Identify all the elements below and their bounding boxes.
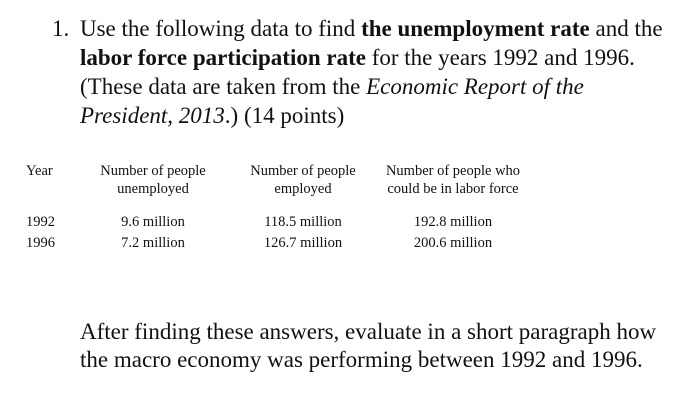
header-unemployed [78, 162, 228, 198]
cell-year: 1992 [26, 214, 55, 230]
cell-unemployed: 7.2 million [121, 235, 185, 251]
question-italic-source: Economic Report of the President, 2013 [80, 74, 584, 128]
question-text-part-2: and the [589, 16, 663, 41]
followup-paragraph: After finding these answers, evaluate in a short paragraph how the macro economy was performing between 1992 and 1996. [80, 319, 657, 372]
header-unemployed-label: Number of people unemployed [100, 163, 206, 197]
header-employed [228, 162, 378, 198]
cell-year: 1996 [26, 235, 55, 251]
cell-labor-force: 192.8 million [413, 214, 493, 230]
data-table [26, 162, 528, 252]
question-text-part-4: .) (14 points) [224, 103, 345, 128]
question-bold-unemployment-rate: the unemployment rate [361, 16, 590, 41]
table-header-row [26, 162, 528, 198]
question-block [52, 14, 672, 130]
header-employed-label: Number of people employed [250, 163, 356, 197]
header-labor-force-label: Number of people who could be in labor force [385, 163, 521, 197]
header-labor-force [378, 162, 528, 198]
header-year: Year [26, 163, 53, 179]
question-number: 1. [52, 16, 70, 41]
table-row [26, 231, 528, 252]
question-text [80, 14, 672, 130]
table-row [26, 198, 528, 231]
question-bold-participation-rate: labor force participation rate [80, 45, 366, 70]
cell-employed: 118.5 million [264, 214, 342, 230]
question-text-part-1: Use the following data to find [80, 16, 362, 41]
question-text-part-3: for the years 1992 and 1996. (These data are taken from the [80, 45, 635, 99]
cell-labor-force: 200.6 million [413, 235, 493, 251]
cell-unemployed: 9.6 million [121, 214, 185, 230]
cell-employed: 126.7 million [263, 235, 343, 251]
